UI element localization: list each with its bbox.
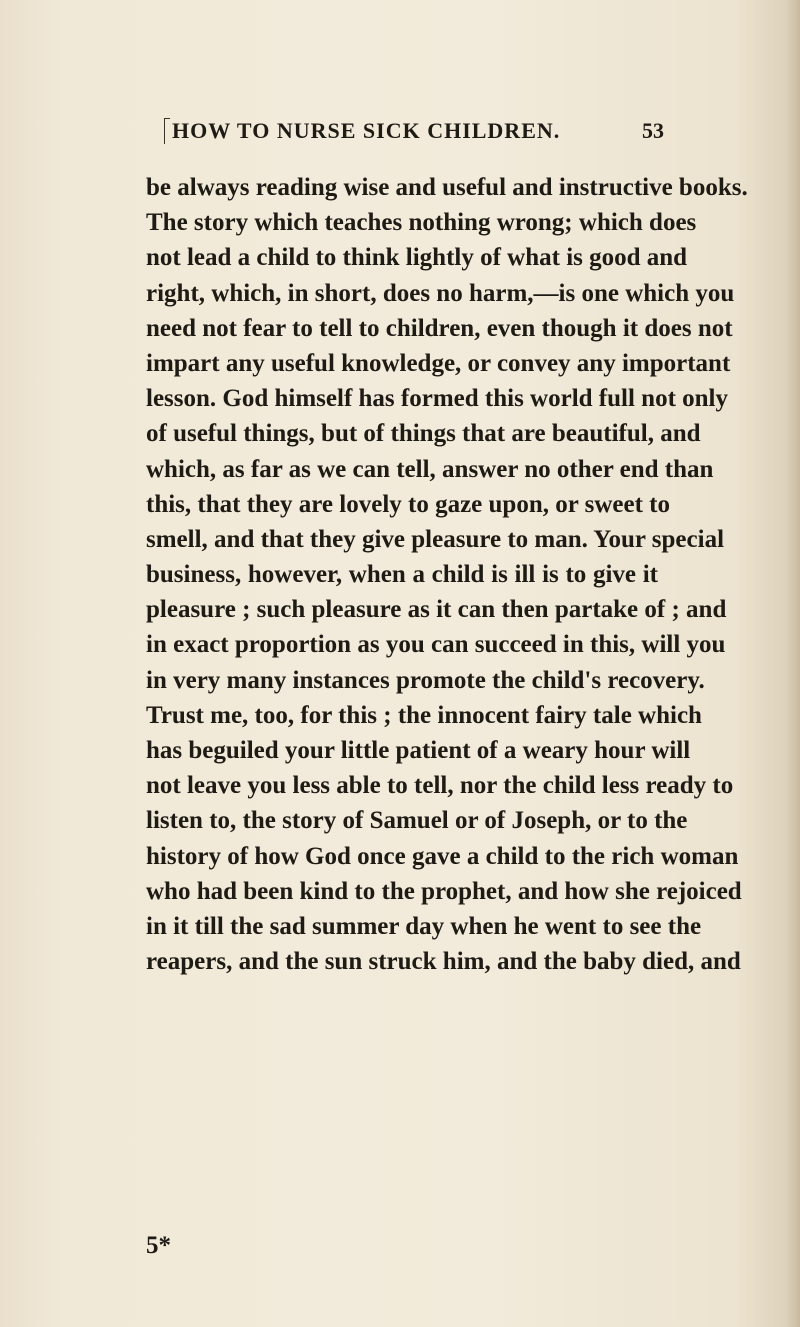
text-line: not lead a child to think lightly of what is good and <box>146 244 688 272</box>
text-line: be always reading wise and useful and instructive books. <box>146 174 748 201</box>
text-line: in very many instances promote the child's recovery. <box>146 666 705 694</box>
text-line: has beguiled your little patient of a weary hour will <box>146 737 691 764</box>
running-head: HOW TO NURSE SICK CHILDREN. <box>172 118 561 143</box>
text-line: Trust me, too, for this ; the innocent fairy tale which <box>146 701 702 729</box>
text-line: The story which teaches nothing wrong; which does <box>146 209 697 237</box>
text-line: pleasure ; such pleasure as it can then partake of ; and <box>146 596 727 624</box>
text-line: not leave you less able to tell, nor the child less ready to <box>146 772 734 800</box>
page-edge-shadow <box>786 0 800 1327</box>
text-line: this, that they are lovely to gaze upon, or sweet to <box>146 490 671 518</box>
page-number: 53 <box>642 118 664 143</box>
text-line: lesson. God himself has formed this world full not only <box>146 385 729 413</box>
text-line: in it till the sad summer day when he went to see the <box>146 912 702 940</box>
signature-mark: 5* <box>146 1232 171 1259</box>
text-line: which, as far as we can tell, answer no other end than <box>146 455 714 483</box>
text-line: reapers, and the sun struck him, and the baby died, and <box>146 948 741 976</box>
text-line: of useful things, but of things that are beautiful, and <box>146 420 701 448</box>
text-line: right, which, in short, does no harm,—is one which you <box>146 279 735 307</box>
text-line: business, however, when a child is ill is to give it <box>146 561 658 589</box>
text-line: need not fear to tell to children, even though it does not <box>146 314 733 342</box>
text-line: impart any useful knowledge, or convey any important <box>146 349 731 377</box>
printer-bracket-mark <box>164 118 170 144</box>
text-line: history of how God once gave a child to the rich woman <box>146 842 739 870</box>
text-line: smell, and that they give pleasure to man. Your special <box>146 525 725 553</box>
text-line: in exact proportion as you can succeed in this, will you <box>146 631 726 659</box>
text-line: listen to, the story of Samuel or of Joseph, or to the <box>146 807 688 835</box>
text-line: who had been kind to the prophet, and how she rejoiced <box>146 877 742 905</box>
body-paragraph <box>146 170 748 979</box>
